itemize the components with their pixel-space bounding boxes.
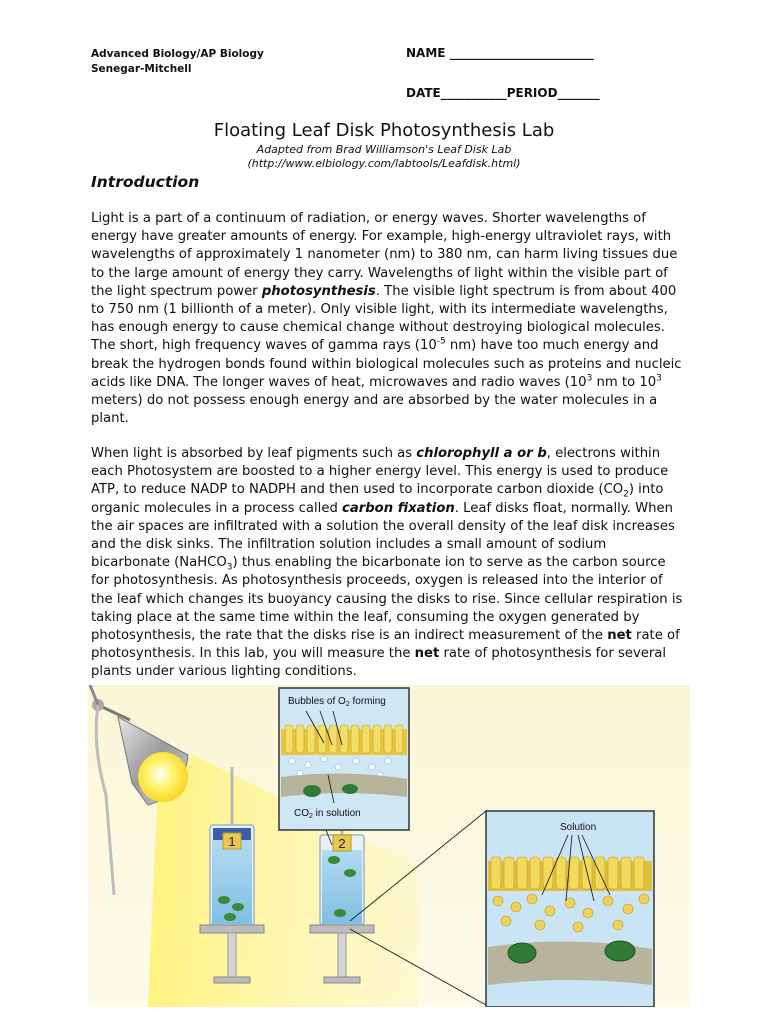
term-net: net [607,628,632,644]
exponent: 3 [656,373,662,384]
exponent: -5 [436,337,446,348]
subscript: 2 [623,490,629,501]
bubbles-label: Bubbles of $O_2$ forming [288,696,386,708]
p1-text-c: nm) have too much energy and break the hydrogen bonds found within biological molecules such as proteins and nucleic acids like DNA. The longer waves of heat, microwaves and radio waves (10 [91,338,682,390]
p2-text-f: rate of photosynthesis. In this lab, you will measure the [91,628,680,662]
p2-text-a: When light is absorbed by leaf pigments such as [91,446,417,461]
p1-text-a: Light is a part of a continuum of radiation, or energy waves. Shorter wavelengths of energy have greater amounts of energy. For example, high-energy ultraviolet rays, with wavelengths of approximately 1 nanometer (nm) to 380 nm, can harm living tissues due to the large amount of energy they carry. Wavelengths of light within the visible part of the light spectrum power [91,211,678,299]
light-bulb [138,752,188,802]
solution-label: Solution [560,822,597,833]
course-name: Advanced Biology/AP Biology [91,48,264,60]
source-url: (http://www.elbiology.com/labtools/Leafdisk.html) [247,157,521,170]
term-chlorophyll: chlorophyll a or b [416,446,547,461]
p2-text-d: . Leaf disks float, normally. When the air spaces are infiltrated with a solution the overall density of the leaf disk increases and the disk sinks. The infiltration solution includes a small amount of sodium bicarbonate (NaHCO [91,500,675,571]
paragraph-light [91,210,686,428]
p2-text-b: , electrons within each Photosystem are boosted to a higher energy level. This energy is used to produce ATP, to reduce NADP to NADPH and then used to incorporate carbon dioxide (CO [91,446,669,498]
student-fields [406,46,600,104]
teacher-name: Senegar-Mitchell [91,63,192,75]
document-title: Floating Leaf Disk Photosynthesis Lab [213,120,555,141]
period-field: PERIOD_______ [506,86,600,100]
term-net: net [414,646,440,662]
p2-text-g: rate of photosynthesis for several plants under various lighting conditions. [91,646,667,680]
p2-text-c: ) into organic molecules in a process called [91,482,664,516]
term-photosynthesis: photosynthesis [261,283,376,299]
course-header [91,47,264,77]
leaf-disk-figure [88,685,690,1007]
inset-oxygen-bubbles [279,688,409,845]
subscript: 3 [226,562,233,573]
exponent: 3 [586,373,593,384]
p1-text-d: nm to 10 [592,374,657,390]
syringe-1-number: 1 [228,834,236,849]
paragraph-leaf-disks [91,445,686,682]
p1-text-b: . The visible light spectrum is from about 400 to 750 nm (1 billionth of a meter). Only visible light, with its intermediate wavelengths, has enough energy to cause chemical change without destroying biological molecules. The short, high frequency waves of gamma rays (10 [91,283,677,354]
p1-text-e: meters) do not possess enough energy and are absorbed by the water molecules in a plant. [91,393,658,427]
inset-solution [486,811,654,1007]
section-heading: Introduction [91,173,200,191]
date-period-line [406,86,600,104]
co2-label: $CO_2$ in solution [294,808,361,820]
date-field: DATE___________ [406,86,507,100]
p2-text-e: ) thus enabling the bicarbonate ion to serve as the carbon source for photosynthesis. As photosynthesis proceeds, oxygen is released into the interior of the leaf which changes its buoyancy causing the disks to rise. Since cellular respiration is taking place at the same time within the leaf, consuming the oxygen generated by photosynthesis, the rate that the disks rise is an indirect measurement of the [91,555,683,644]
term-carbon-fixation: carbon fixation [342,500,455,516]
adapted-credit: Adapted from Brad Williamson's Leaf Disk Lab [256,143,512,156]
name-field: NAME ________________________ [406,46,594,60]
syringe-2-number: 2 [338,836,346,851]
